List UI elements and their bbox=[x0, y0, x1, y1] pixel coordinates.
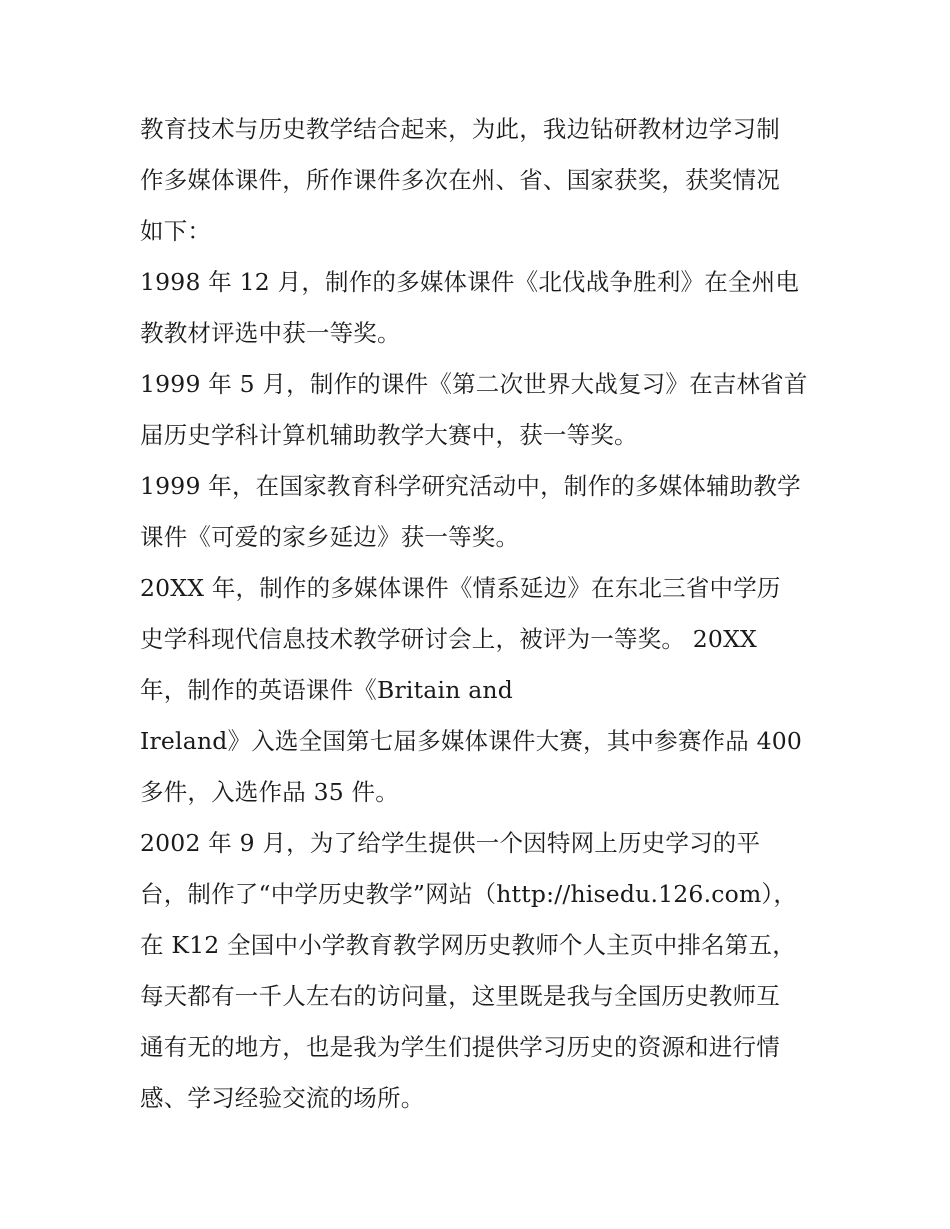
text-line: 教教材评选中获一等奖。 bbox=[140, 319, 401, 347]
text-line: 作多媒体课件，所作课件多次在州、省、国家获奖，获奖情况 bbox=[140, 166, 780, 194]
text-line: 感、学习经验交流的场所。 bbox=[140, 1084, 425, 1112]
text-line: 1999 年，在国家教育科学研究活动中，制作的多媒体辅助教学 bbox=[140, 472, 801, 500]
text-line: 多件，入选作品 35 件。 bbox=[140, 778, 399, 806]
text-line: 通有无的地方，也是我为学生们提供学习历史的资源和进行情 bbox=[140, 1033, 780, 1061]
text-line: 1998 年 12 月，制作的多媒体课件《北伐战争胜利》在全州电 bbox=[140, 268, 800, 296]
text-line: 2002 年 9 月，为了给学生提供一个因特网上历史学习的平 bbox=[140, 829, 761, 857]
text-line: Ireland》入选全国第七届多媒体课件大赛，其中参赛作品 400 bbox=[140, 727, 803, 755]
text-line: 届历史学科计算机辅助教学大赛中，获一等奖。 bbox=[140, 421, 638, 449]
text-line: 史学科现代信息技术教学研讨会上，被评为一等奖。 20XX bbox=[140, 625, 757, 653]
text-line: 年，制作的英语课件《Britain and bbox=[140, 676, 513, 704]
text-line: 每天都有一千人左右的访问量，这里既是我与全国历史教师互 bbox=[140, 982, 780, 1010]
text-line: 教育技术与历史教学结合起来，为此，我边钻研教材边学习制 bbox=[140, 115, 780, 143]
text-line: 在 K12 全国中小学教育教学网历史教师个人主页中排名第五， bbox=[140, 931, 796, 959]
text-line: 如下： bbox=[140, 217, 212, 245]
text-line: 20XX 年，制作的多媒体课件《情系延边》在东北三省中学历 bbox=[140, 574, 781, 602]
text-line: 课件《可爱的家乡延边》获一等奖。 bbox=[140, 523, 520, 551]
text-line: 1999 年 5 月，制作的课件《第二次世界大战复习》在吉林省首 bbox=[140, 370, 808, 398]
text-line: 台，制作了“中学历史教学”网站（http://hisedu.126.com）， bbox=[140, 880, 798, 908]
